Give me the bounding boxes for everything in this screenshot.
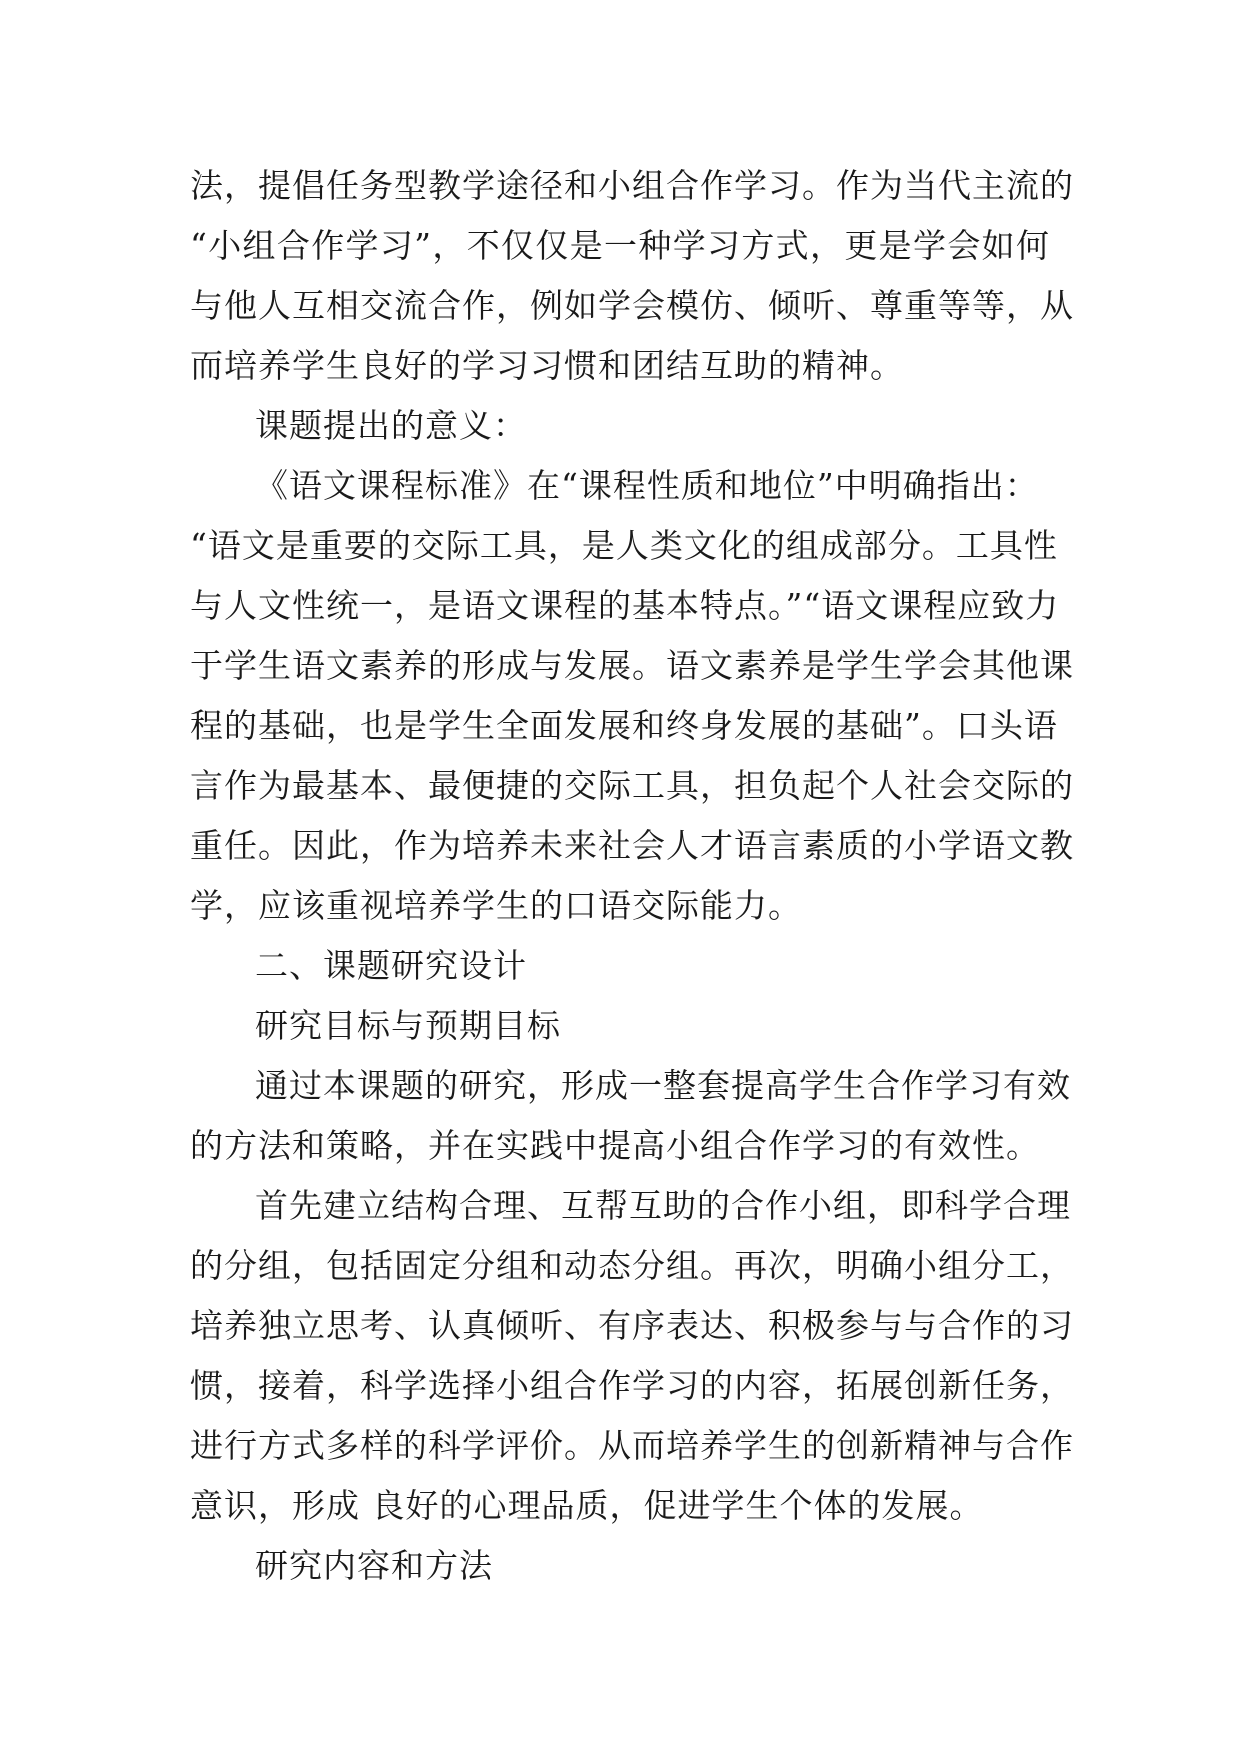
body-text-line: 的方法和策略，并在实践中提高小组合作学习的有效性。 <box>190 1126 1040 1165</box>
body-text-line: “语文是重要的交际工具，是人类文化的组成部分。工具性 <box>190 526 1058 565</box>
body-text-line: 与人文性统一，是语文课程的基本特点。”“语文课程应致力 <box>190 586 1060 625</box>
body-text-line: 言作为最基本、最便捷的交际工具，担负起个人社会交际的 <box>190 766 1074 805</box>
section-heading: 课题提出的意义： <box>255 406 527 445</box>
body-text-line: 于学生语文素养的形成与发展。语文素养是学生学会其他课 <box>190 646 1074 685</box>
body-text-line: 重任。因此，作为培养未来社会人才语言素质的小学语文教 <box>190 826 1074 865</box>
section-heading: 研究内容和方法 <box>255 1546 493 1585</box>
body-text-line: 的分组，包括固定分组和动态分组。再次，明确小组分工， <box>190 1246 1074 1285</box>
body-text-line: 而培养学生良好的学习习惯和团结互助的精神。 <box>190 346 904 385</box>
body-text-line: 《语文课程标准》在“课程性质和地位”中明确指出： <box>255 466 1039 505</box>
body-text-line: “小组合作学习”，不仅仅是一种学习方式，更是学会如何 <box>190 226 1050 265</box>
body-text-line: 与他人互相交流合作，例如学会模仿、倾听、尊重等等，从 <box>190 286 1074 325</box>
body-text-line: 惯，接着，科学选择小组合作学习的内容，拓展创新任务， <box>190 1366 1074 1405</box>
body-text-line: 通过本课题的研究，形成一整套提高学生合作学习有效 <box>255 1066 1071 1105</box>
body-text-line: 意识，形成 良好的心理品质，促进学生个体的发展。 <box>190 1486 984 1525</box>
body-text-line: 进行方式多样的科学评价。从而培养学生的创新精神与合作 <box>190 1426 1074 1465</box>
section-heading: 研究目标与预期目标 <box>255 1006 561 1045</box>
body-text-line: 培养独立思考、认真倾听、有序表达、积极参与与合作的习 <box>190 1306 1074 1345</box>
section-heading: 二、课题研究设计 <box>255 946 527 985</box>
body-text-line: 法，提倡任务型教学途径和小组合作学习。作为当代主流的 <box>190 166 1074 205</box>
body-text-line: 首先建立结构合理、互帮互助的合作小组，即科学合理 <box>255 1186 1071 1225</box>
body-text-line: 学，应该重视培养学生的口语交际能力。 <box>190 886 802 925</box>
body-text-line: 程的基础，也是学生全面发展和终身发展的基础”。口头语 <box>190 706 1058 745</box>
